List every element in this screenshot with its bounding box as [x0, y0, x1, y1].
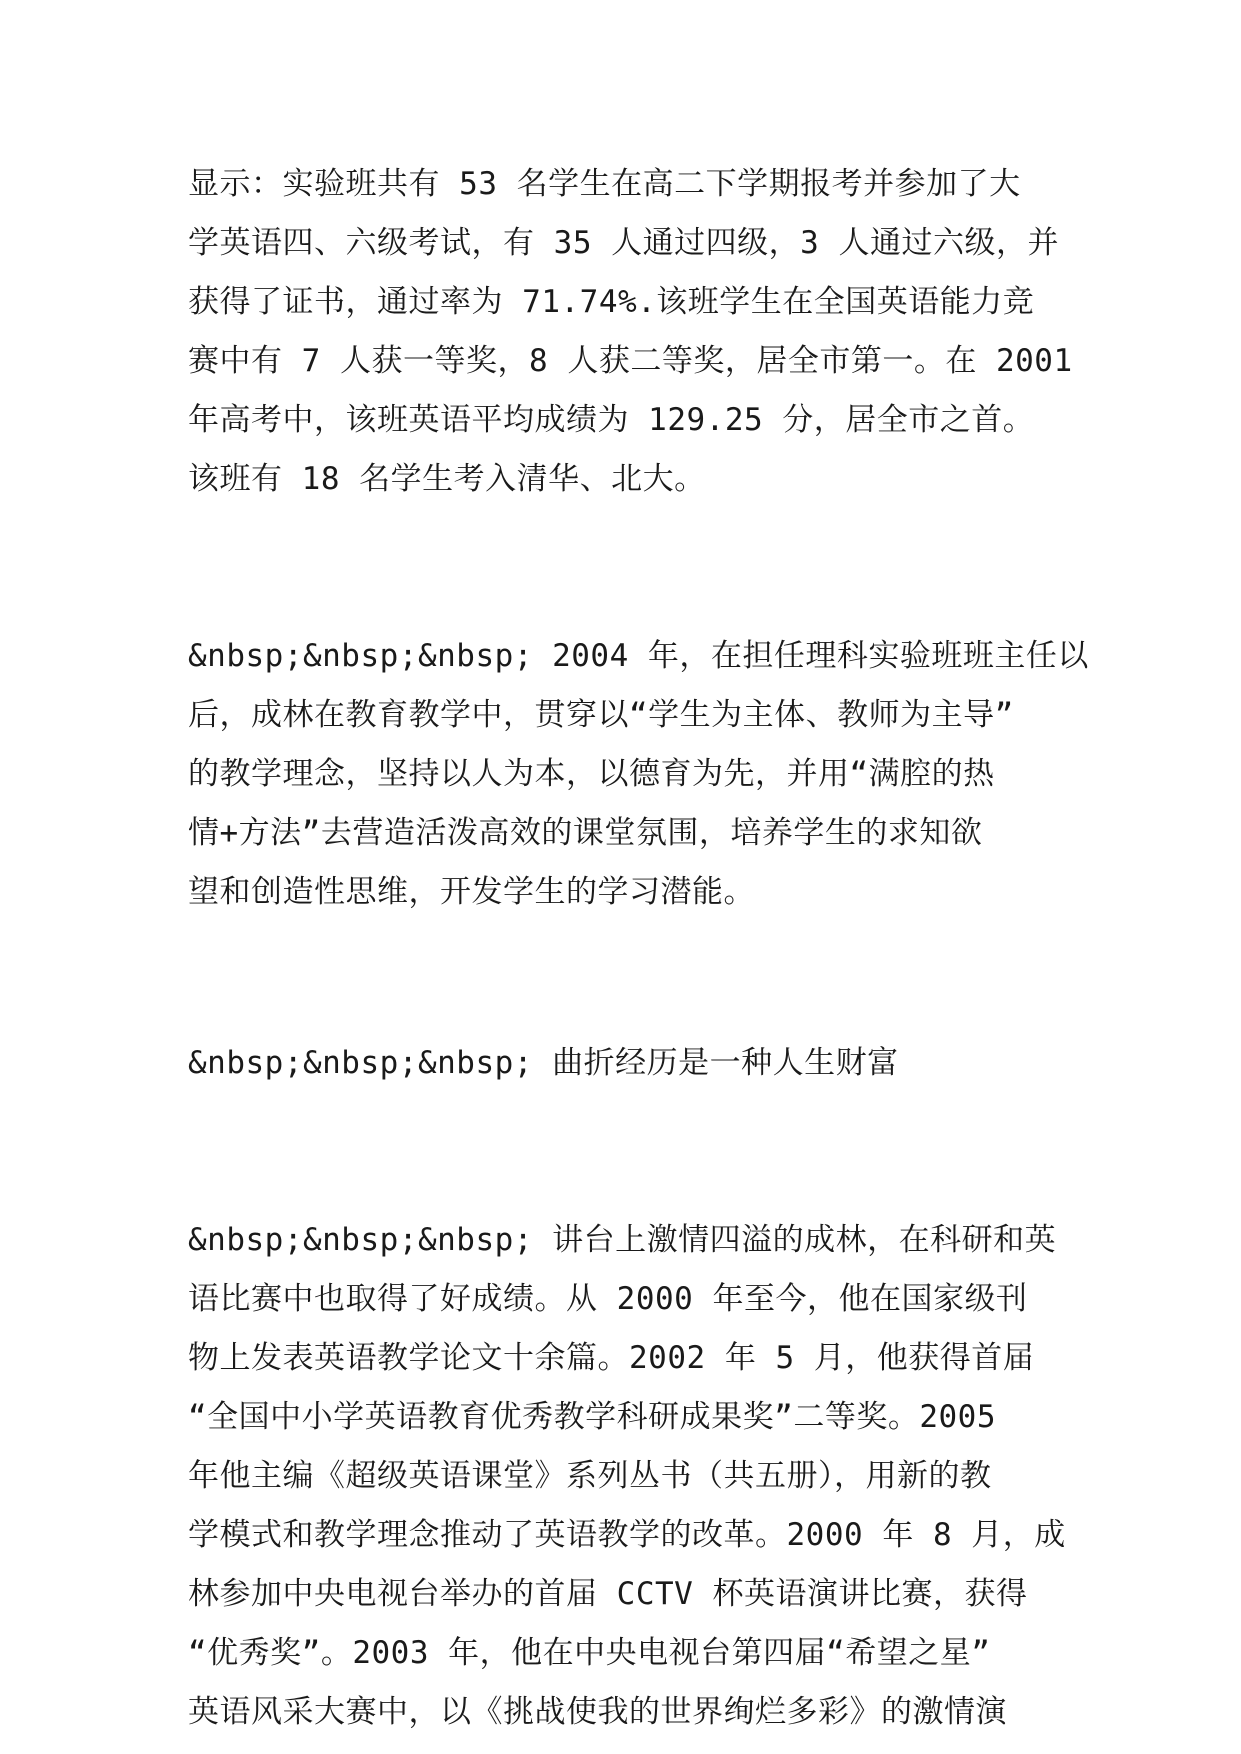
paragraph-spacer	[188, 509, 1056, 627]
text-line: &nbsp;&nbsp;&nbsp; 2004 年，在担任理科实验班班主任以	[188, 638, 1089, 674]
text-line: 该班有 18 名学生考入清华、北大。	[188, 461, 706, 497]
text-line: 的教学理念，坚持以人为本，以德育为先，并用“满腔的热	[188, 756, 995, 792]
text-line: &nbsp;&nbsp;&nbsp; 讲台上激情四溢的成林，在科研和英	[188, 1222, 1057, 1258]
paragraph-3	[188, 1211, 1066, 1742]
paragraph-spacer	[188, 1093, 1056, 1211]
text-line: 学模式和教学理念推动了英语教学的改革。2000 年 8 月，成	[188, 1517, 1066, 1553]
text-line: 情+方法”去营造活泼高效的课堂氛围，培养学生的求知欲	[188, 815, 983, 851]
text-line: 年他主编《超级英语课堂》系列丛书（共五册），用新的教	[188, 1458, 992, 1494]
paragraph-spacer	[188, 922, 1056, 1034]
text-line: “全国中小学英语教育优秀教学科研成果奖”二等奖。2005	[188, 1399, 996, 1435]
text-line: 赛中有 7 人获一等奖，8 人获二等奖，居全市第一。在 2001	[188, 343, 1073, 379]
paragraph-1	[188, 155, 1073, 509]
text-line: 后，成林在教育教学中，贯穿以“学生为主体、教师为主导”	[188, 697, 1014, 733]
document-body	[188, 155, 1089, 1742]
text-line: 林参加中央电视台举办的首届 CCTV 杯英语演讲比赛，获得	[188, 1576, 1028, 1612]
text-line: 望和创造性思维，开发学生的学习潜能。	[188, 874, 755, 910]
text-line: 显示：实验班共有 53 名学生在高二下学期报考并参加了大	[188, 166, 1021, 202]
text-line: 语比赛中也取得了好成绩。从 2000 年至今，他在国家级刊	[188, 1281, 1028, 1317]
text-line: 年高考中，该班英语平均成绩为 129.25 分，居全市之首。	[188, 402, 1035, 438]
text-line: 获得了证书，通过率为 71.74%.该班学生在全国英语能力竞	[188, 284, 1035, 320]
section-heading	[188, 1034, 1056, 1093]
paragraph-2	[188, 627, 1089, 922]
text-line: 物上发表英语教学论文十余篇。2002 年 5 月，他获得首届	[188, 1340, 1035, 1376]
text-line: 英语风采大赛中，以《挑战使我的世界绚烂多彩》的激情演	[188, 1694, 1007, 1730]
text-line: 学英语四、六级考试，有 35 人通过四级，3 人通过六级，并	[188, 225, 1059, 261]
text-line: “优秀奖”。2003 年，他在中央电视台第四届“希望之星”	[188, 1635, 991, 1671]
heading-line: &nbsp;&nbsp;&nbsp; 曲折经历是一种人生财富	[188, 1045, 899, 1081]
